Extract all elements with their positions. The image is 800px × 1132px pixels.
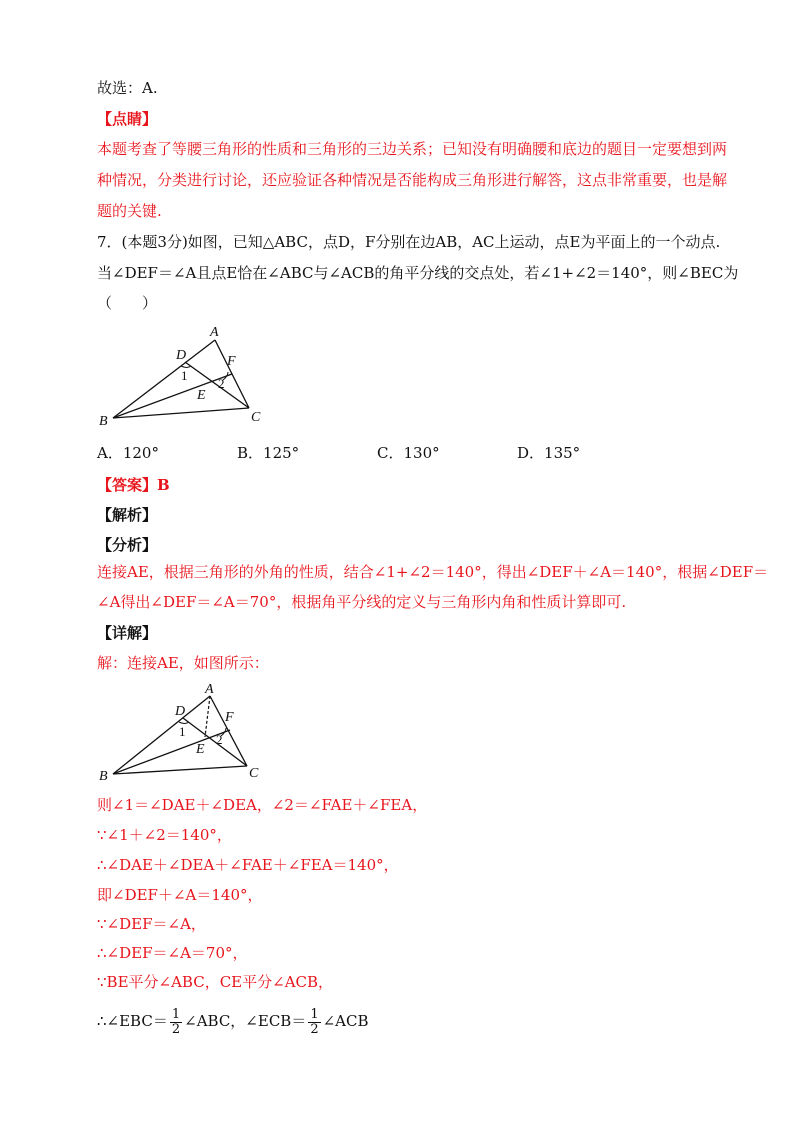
solution-step-5: ∵∠DEF＝∠A， — [97, 915, 206, 933]
label-1: 1 — [179, 724, 186, 739]
option-c[interactable]: C．130° — [377, 444, 440, 462]
fenxi-text-2: ∠A得出∠DEF＝∠A＝70°，根据角平分线的定义与三角形内角和性质计算即可. — [97, 593, 627, 611]
step8-part-c: ∠ACB — [322, 1012, 369, 1030]
analysis-header: 【解析】 — [97, 506, 158, 524]
label-A: A — [205, 682, 214, 697]
label-F: F — [225, 710, 234, 725]
label-E: E — [196, 742, 205, 757]
fraction-half-1: $\frac{1}{2}$ — [171, 1006, 181, 1037]
label-D: D — [176, 348, 187, 363]
tip-text-2: 种情况，分类进行讨论，还应验证各种情况是否能构成三角形进行解答，这点非常重要，也是解 — [97, 171, 728, 189]
option-d[interactable]: D．135° — [517, 444, 581, 462]
step8-part-b: ∠ABC，∠ECB＝ — [184, 1012, 307, 1030]
label-D: D — [175, 704, 186, 719]
label-C: C — [251, 410, 261, 425]
label-A: A — [210, 325, 219, 340]
label-B: B — [99, 414, 108, 429]
solution-step-1: 则∠1＝∠DAE＋∠DEA，∠2＝∠FAE＋∠FEA， — [97, 796, 428, 814]
fenxi-header: 【分析】 — [97, 536, 158, 554]
answer-line: 【答案】B — [97, 476, 170, 494]
choice-line: 故选：A. — [97, 79, 158, 97]
option-b[interactable]: B．125° — [237, 444, 300, 462]
fraction-half-2: $\frac{1}{2}$ — [310, 1006, 319, 1037]
fenxi-text-1: 连接AE，根据三角形的外角的性质，结合∠1+∠2＝140°，得出∠DEF＋∠A＝140°，根据∠DEF＝ — [97, 563, 769, 581]
step8-part-a: ∴∠EBC＝ — [97, 1012, 168, 1030]
tip-header: 【点睛】 — [97, 110, 158, 128]
solution-step-6: ∴∠DEF＝∠A＝70°， — [97, 944, 248, 962]
solution-step-7: ∵BE平分∠ABC，CE平分∠ACB， — [97, 973, 334, 991]
solution-step-2: ∵∠1＋∠2＝140°， — [97, 826, 232, 844]
tip-text-1: 本题考查了等腰三角形的性质和三角形的三边关系；已知没有明确腰和底边的题目一定要想到两 — [97, 140, 728, 158]
detail-intro: 解：连接AE，如图所示： — [97, 654, 269, 672]
label-2: 2 — [216, 732, 223, 747]
options-row — [97, 443, 697, 463]
question-line-2: 当∠DEF＝∠A且点E恰在∠ABC与∠ACB的角平分线的交点处，若∠1+∠2＝140°，则∠BEC为 — [97, 264, 739, 282]
detail-header: 【详解】 — [97, 624, 158, 642]
label-C: C — [249, 766, 259, 781]
triangle-figure-2 — [95, 680, 295, 790]
tip-text-3: 题的关键. — [97, 202, 162, 220]
solution-step-4: 即∠DEF＋∠A＝140°， — [97, 886, 263, 904]
triangle-figure-1 — [95, 322, 295, 432]
label-2: 2 — [218, 376, 225, 391]
label-E: E — [197, 388, 206, 403]
solution-step-3: ∴∠DAE＋∠DEA＋∠FAE＋∠FEA＝140°， — [97, 856, 399, 874]
option-a[interactable]: A．120° — [97, 444, 159, 462]
label-1: 1 — [181, 368, 188, 383]
solution-step-8 — [97, 1004, 369, 1038]
label-F: F — [227, 354, 236, 369]
question-line-3: （ ） — [97, 294, 158, 312]
question-line-1: 7．(本题3分)如图，已知△ABC，点D，F分别在边AB，AC上运动，点E为平面上的一个动点. — [97, 233, 721, 251]
label-B: B — [99, 769, 108, 784]
